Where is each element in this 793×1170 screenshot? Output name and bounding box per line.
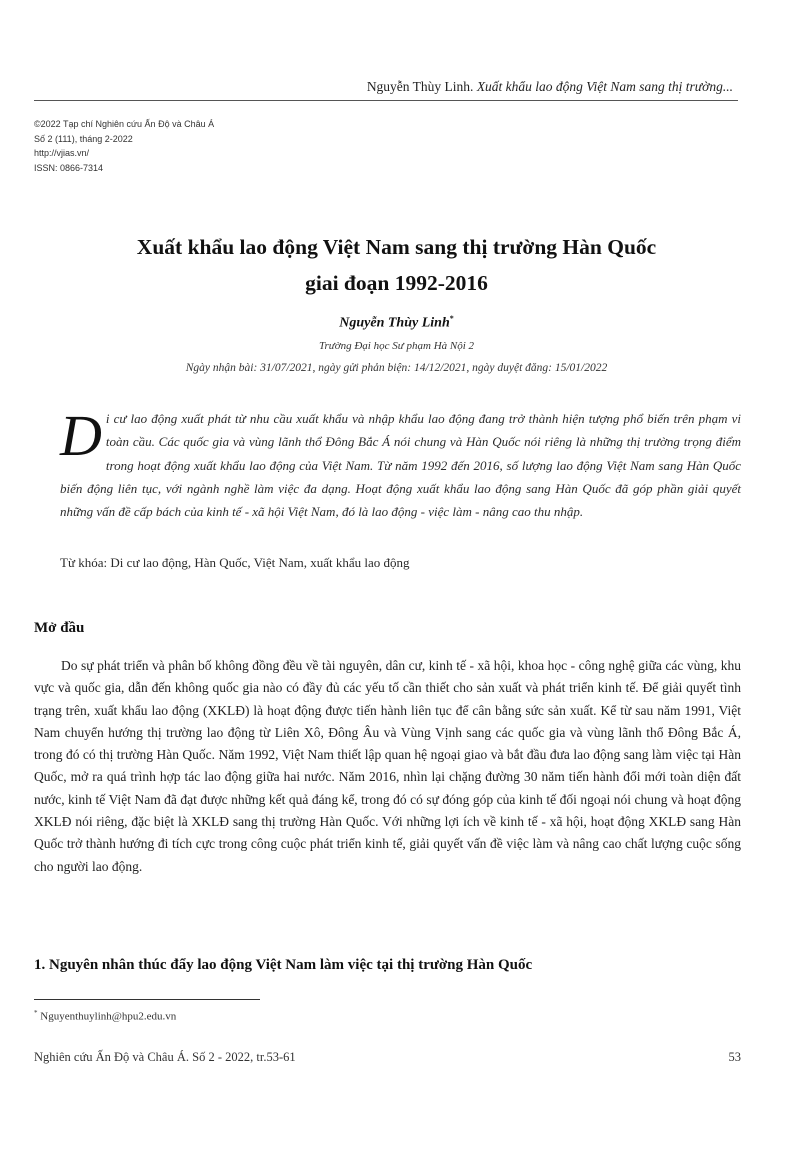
intro-paragraph: Do sự phát triển và phân bố không đồng đều về tài nguyên, dân cư, kinh tế - xã hội, khoa học - công nghệ giữa các vùng, khu vực và quốc gia, dẫn đến không quốc gia nào có đầy đủ các yếu tố cần thiết cho sản xuất và phát triển kinh tế. Để giải quyết tình trạng trên, xuất khẩu lao động (XKLĐ) là hoạt động được tiến hành liên tục để cân bằng sức sản xuất. Kể từ sau năm 1991, Việt Nam chuyển hướng thị trường lao động từ Liên Xô, Đông Âu và Vùng Vịnh sang các quốc gia và vùng lãnh thổ Đông Bắc Á, trong đó có thị trường Hàn Quốc. Năm 1992, Việt Nam thiết lập quan hệ ngoại giao và bắt đầu đưa lao động sang làm việc tại Hàn Quốc, mở ra quá trình hợp tác lao động giữa hai nước. Năm 2016, nhìn lại chặng đường 30 năm tiến hành đổi mới toàn diện đất nước, kinh tế Việt Nam đã đạt được những kết quả đáng kể, trong đó có sự đóng góp của kinh tế đối ngoại nói chung và hoạt động XKLĐ nói riêng, đặc biệt là XKLĐ sang thị trường Hàn Quốc. Với những lợi ích về kinh tế - xã hội, hoạt động XKLĐ sang Hàn Quốc trở thành hướng đi tích cực trong công cuộc phát triển kinh tế, giải quyết vấn đề việc làm và nâng cao chất lượng cuộc sống cho người lao động.	[34, 658, 741, 874]
keywords-list: Di cư lao động, Hàn Quốc, Việt Nam, xuất khẩu lao động	[110, 555, 410, 570]
running-header-author: Nguyễn Thùy Linh.	[366, 79, 474, 94]
section1-heading: 1. Nguyên nhân thúc đẩy lao động Việt Nam làm việc tại thị trường Hàn Quốc	[34, 957, 533, 973]
meta-url[interactable]: http://vjias.vn/	[34, 148, 90, 158]
intro-heading: Mở đầu	[34, 620, 85, 636]
meta-issn: ISSN: 0866-7314	[34, 162, 104, 173]
footnote-rule	[34, 999, 260, 1000]
article-dates: Ngày nhận bài: 31/07/2021, ngày gửi phản biện: 14/12/2021, ngày duyệt đăng: 15/01/2022	[185, 362, 608, 374]
keywords	[60, 555, 410, 571]
article-title-line1: Xuất khẩu lao động Việt Nam sang thị trường Hàn Quốc	[136, 235, 657, 259]
keywords-label: Từ khóa:	[60, 555, 108, 570]
running-header	[367, 79, 733, 95]
meta-issue: Số 2 (111), tháng 2-2022	[34, 133, 133, 144]
meta-copyright: ©2022 Tạp chí Nghiên cứu Ấn Độ và Châu Á	[34, 119, 215, 129]
article-author	[0, 314, 793, 332]
footnote	[34, 1009, 176, 1023]
author-name: Nguyễn Thùy Linh	[339, 315, 450, 331]
abstract	[60, 403, 741, 523]
running-header-title: Xuất khẩu lao động Việt Nam sang thị trường...	[476, 79, 733, 94]
article-title	[60, 229, 733, 301]
journal-meta	[34, 117, 214, 175]
abstract-dropcap: D	[60, 403, 102, 468]
author-mark: *	[449, 314, 454, 323]
abstract-text: i cư lao động xuất phát từ nhu cầu xuất khẩu và nhập khẩu lao động đang trở thành hiện tượng phổ biến trên phạm vi toàn cầu. Các quốc gia và vùng lãnh thổ Đông Bắc Á nói chung và Hàn Quốc nói riêng là những thị trường trọng điểm trong hoạt động xuất khẩu lao động của Việt Nam. Từ năm 1992 đến 2016, số lượng lao động Việt Nam sang Hàn Quốc biến động liên tục, với ngành nghề làm việc đa dạng. Hoạt động xuất khẩu lao động sang Hàn Quốc đã góp phần giải quyết những vấn đề cấp bách của kinh tế - xã hội Việt Nam, đó là lao động - việc làm - nâng cao thu nhập.	[60, 411, 741, 520]
footnote-email[interactable]: Nguyenthuylinh@hpu2.edu.vn	[40, 1010, 177, 1023]
footnote-mark: *	[34, 1009, 38, 1017]
footer-journal: Nghiên cứu Ấn Độ và Châu Á. Số 2 - 2022, tr.53-61	[34, 1050, 296, 1064]
footer-page-number: 53	[728, 1050, 741, 1064]
header-rule	[34, 100, 738, 101]
article-title-line2: giai đoạn 1992-2016	[305, 271, 488, 295]
author-affiliation: Trường Đại học Sư phạm Hà Nội 2	[318, 340, 475, 352]
